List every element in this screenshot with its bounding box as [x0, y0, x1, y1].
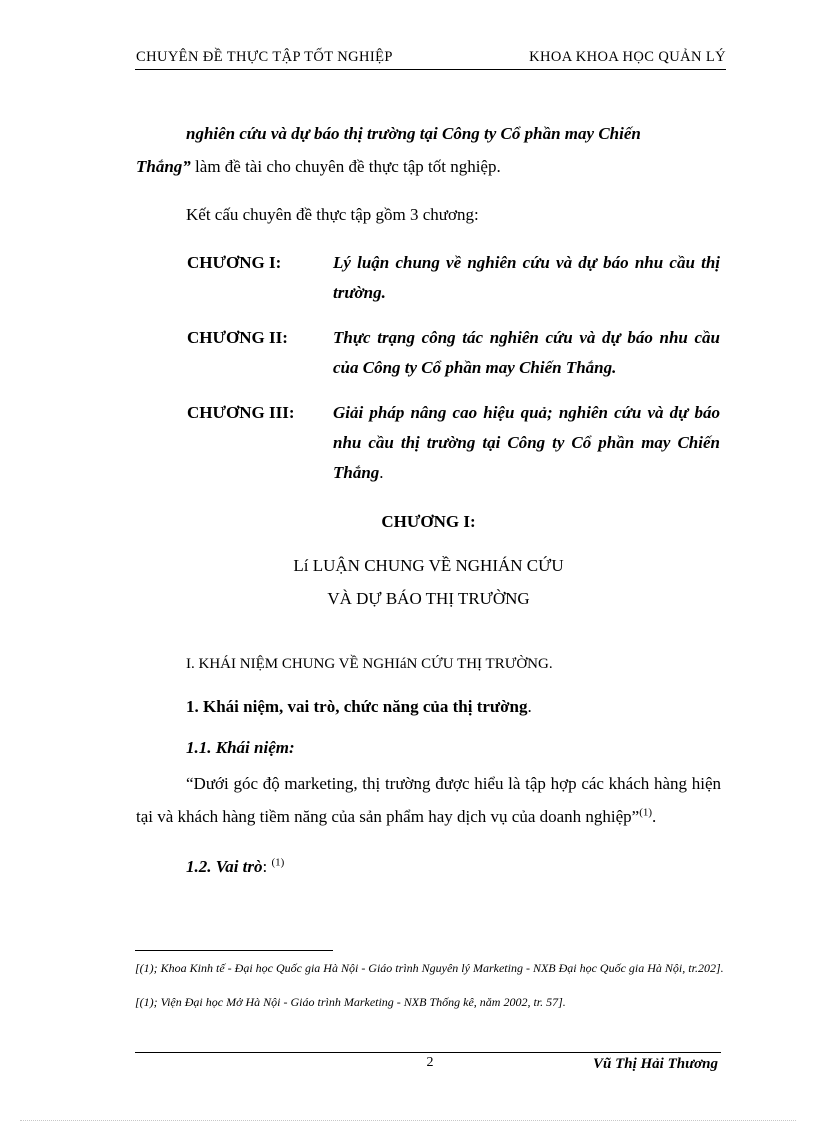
chapter-title-line1: Lí LUẬN CHUNG VỀ NGHIÁN CỨU	[293, 556, 564, 575]
chapter-label: CHƯƠNG III:	[187, 403, 295, 422]
footnote: [(1); Khoa Kinh tế - Đại học Quốc gia Hà Nội - Giáo trình Nguyên lý Marketing - NXB Đại học Quốc gia Hà Nội, tr.202].	[135, 961, 724, 975]
subsection-trail: .	[527, 697, 532, 716]
chapter-trail: .	[379, 463, 384, 482]
chapter-text: Giải pháp nâng cao hiệu quả; nghiên cứu và dự báo nhu cầu thị trường tại Công ty Cổ phần may Chiến Thắng	[333, 403, 720, 482]
intro-title-line1: nghiên cứu và dự báo thị trường tại Công ty Cổ phần may Chiến	[186, 124, 641, 143]
item-1-1-heading: 1.1. Khái niệm:	[186, 738, 295, 757]
quote-trail: .	[652, 807, 657, 826]
subsection-heading	[186, 690, 532, 723]
structure-intro: Kết cấu chuyên đề thực tập gồm 3 chương:	[186, 205, 479, 224]
chapter-item	[187, 323, 720, 383]
quote-footnote-ref: (1)	[639, 806, 653, 819]
header-right: KHOA KHOA HỌC QUẢN LÝ	[529, 49, 726, 65]
intro-paragraph	[136, 117, 721, 183]
item-1-2-footnote-ref: (1)	[271, 856, 285, 869]
item-1-2-label: 1.2. Vai trò	[186, 857, 263, 876]
page-edge-dots	[20, 1120, 796, 1121]
chapter-text: Thực trạng công tác nghiên cứu và dự báo nhu cầu của Công ty Cổ phần may Chiến Thắng.	[333, 328, 720, 377]
footnote-rule	[135, 950, 333, 951]
intro-title-line2: Thắng”	[136, 157, 191, 176]
chapter-item	[187, 398, 720, 488]
footer-rule	[135, 1052, 721, 1053]
section-heading: I. KHÁI NIỆM CHUNG VỀ NGHIáN CỨU THỊ TRƯỜNG.	[186, 656, 553, 672]
chapter-text-wrap	[333, 398, 720, 488]
chapter-title-line2: VÀ DỰ BÁO THỊ TRƯỜNG	[327, 589, 530, 608]
page-number: 2	[426, 1055, 434, 1070]
item-1-2-colon: :	[262, 857, 272, 876]
chapter-label: CHƯƠNG II:	[187, 328, 288, 347]
header-rule	[135, 69, 726, 70]
intro-rest: làm đề tài cho chuyên đề thực tập tốt nghiệp.	[190, 157, 501, 176]
header-left: CHUYÊN ĐỀ THỰC TẬP TỐT NGHIỆP	[136, 49, 393, 65]
quote-paragraph	[136, 767, 721, 833]
footnote: [(1); Viện Đại học Mở Hà Nội - Giáo trình Marketing - NXB Thống kê, năm 2002, tr. 57].	[135, 995, 566, 1009]
item-1-2-heading	[186, 850, 284, 883]
chapter-label: CHƯƠNG I:	[187, 253, 282, 272]
subsection-text: 1. Khái niệm, vai trò, chức năng của thị trường	[186, 697, 528, 716]
author-name: Vũ Thị Hải Thương	[593, 1056, 718, 1072]
chapter-item	[187, 248, 720, 308]
quote-text: “Dưới góc độ marketing, thị trường được hiểu là tập hợp các khách hàng hiện tại và khách hàng tiềm năng của sản phẩm hay dịch vụ của doanh nghiệp”	[136, 774, 721, 826]
chapter-text: Lý luận chung về nghiên cứu và dự báo nhu cầu thị trường.	[333, 253, 720, 302]
intro-line2	[136, 150, 721, 183]
chapter-heading: CHƯƠNG I:	[381, 512, 476, 531]
